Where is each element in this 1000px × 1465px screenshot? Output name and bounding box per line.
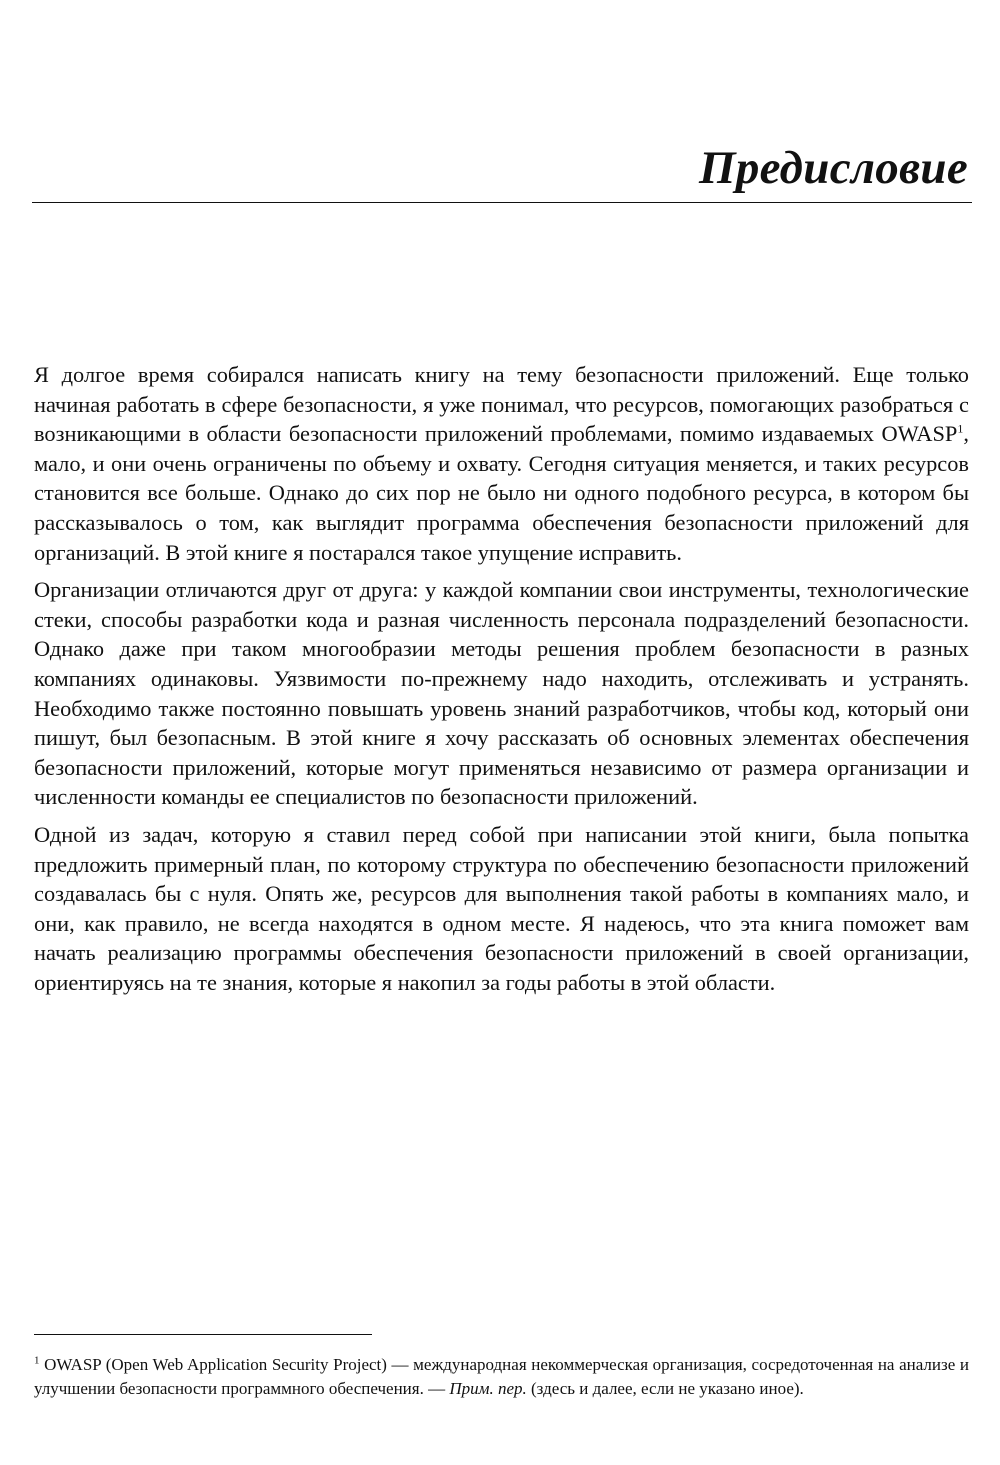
- footnote-marker: 1: [34, 1354, 40, 1367]
- footnote: [34, 1353, 969, 1401]
- paragraph-1-text-start: Я долгое время собирался написать книгу на тему безопасности приложений. Еще только начиная работать в сфере безопасности, я уже понимал, что ресурсов, помогающих разобраться с возникающими в области безопасности приложений проблемами, помимо издаваемых OWASP: [34, 362, 969, 447]
- paragraph-1-text-end: , мало, и они очень ограничены по объему и охвату. Сегодня ситуация меняется, и таких ресурсов становится все больше. Однако до сих пор не было ни одного подобного ресурса, в котором бы рассказывалось о том, как выглядит программа обеспечения безопасности приложений для организаций. В этой книге я постарался такое упущение исправить.: [34, 421, 969, 565]
- footnote-divider: [34, 1334, 372, 1335]
- paragraph-2: Организации отличаются друг от друга: у каждой компании свои инструменты, технологические стеки, способы разработки кода и разная численность персонала подразделений безопасности. Однако даже при таком многообразии методы решения проблем безопасности в разных компаниях одинаковы. Уязвимости по-прежнему надо находить, отслеживать и устранять. Необходимо также постоянно повышать уровень знаний разработчиков, чтобы код, который они пишут, был безопасным. В этой книге я хочу рассказать об основных элементах обеспечения безопасности приложений, которые могут применяться независимо от размера организации и численности команды ее специалистов по безопасности приложений.: [34, 577, 969, 810]
- translator-note-label: Прим. пер.: [449, 1379, 527, 1398]
- body-text: [34, 360, 969, 1005]
- chapter-title: Предисловие: [699, 142, 968, 194]
- footnote-text-end: (здесь и далее, если не указано иное).: [526, 1379, 804, 1398]
- paragraph-3: Одной из задач, которую я ставил перед собой при написании этой книги, была попытка предложить примерный план, по которому структура по обеспечению безопасности приложений создавалась бы с нуля. Опять же, ресурсов для выполнения такой работы в компаниях мало, и они, как правило, не всегда находятся в одном месте. Я надеюсь, что эта книга поможет вам начать реализацию программы обеспечения безопасности приложений в своей организации, ориентируясь на те знания, которые я накопил за годы работы в этой области.: [34, 821, 969, 995]
- paragraph-1: [34, 360, 969, 567]
- footnote-text-start: OWASP (Open Web Application Security Project) — международная некоммерческая организация, сосредоточенная на анализе и улучшении безопасности программного обеспечения. —: [34, 1355, 969, 1398]
- footnote-reference[interactable]: 1: [957, 421, 964, 436]
- title-divider: [32, 202, 972, 203]
